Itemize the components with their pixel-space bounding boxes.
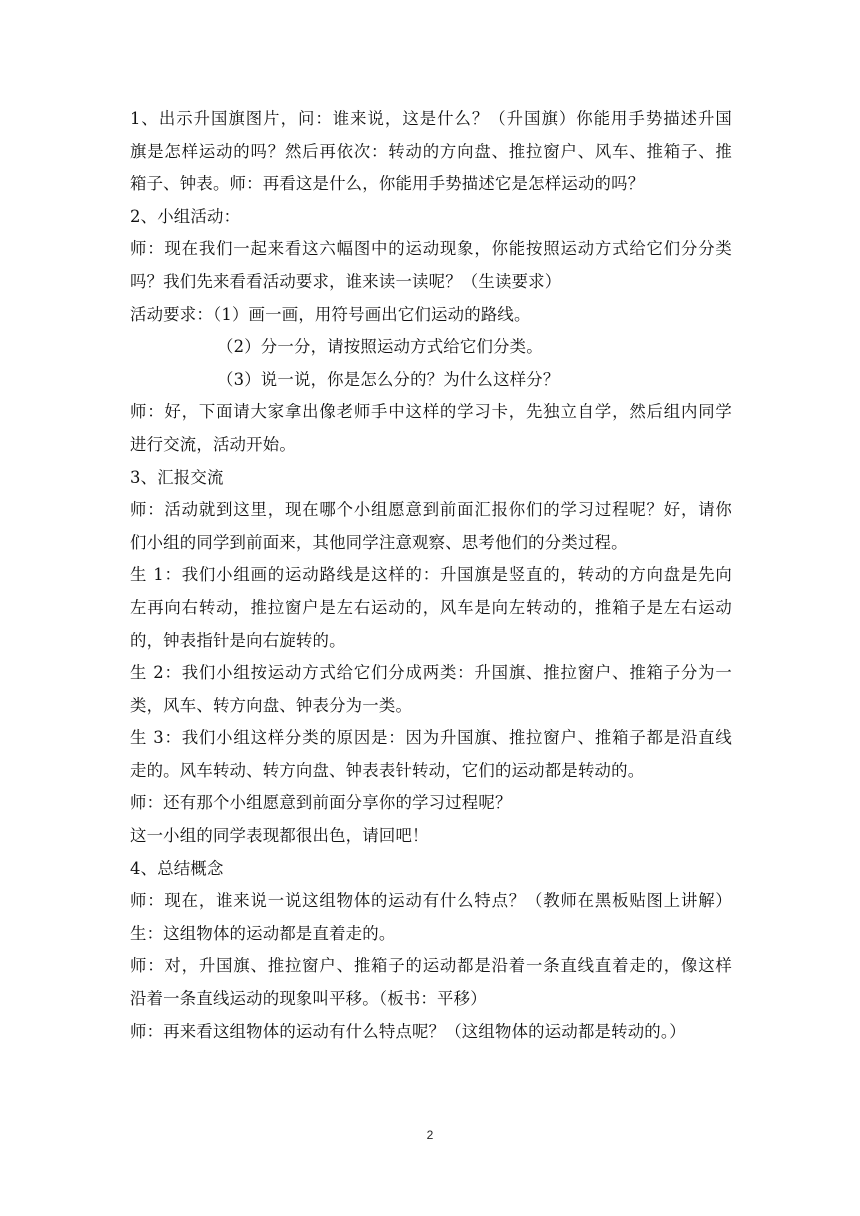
student-3-line-2: 走的。风车转动、转方向盘、钟表表针转动，它们的运动都是转动的。 bbox=[130, 760, 645, 780]
text-line-28: 沿着一条直线运动的现象叫平移。（板书：平移） bbox=[130, 989, 487, 1009]
text-line-3: 箱子、钟表。师：再看这是什么，你能用手势描述它是怎样运动的吗？ bbox=[130, 174, 645, 194]
text-line-10: 师：好，下面请大家拿出像老师手中这样的学习卡，先独立自学，然后组内同学 bbox=[130, 402, 732, 422]
student-1-line-2: 左再向右转动，推拉窗户是左右运动的，风车是向左转动的，推箱子是左右运动 bbox=[130, 597, 732, 617]
text-line-23: 这一小组的同学表现都很出色，请回吧！ bbox=[130, 826, 429, 846]
section-heading-report: 3、汇报交流 bbox=[130, 467, 224, 487]
activity-requirement-1: 活动要求：（1）画一画，用符号画出它们运动的路线。 bbox=[130, 304, 531, 324]
student-2-line-2: 类，风车、转方向盘、钟表分为一类。 bbox=[130, 695, 413, 715]
text-line-29: 师：再来看这组物体的运动有什么特点呢？（这组物体的运动都是转动的。） bbox=[130, 1021, 686, 1041]
text-line-25: 师：现在，谁来说一说这组物体的运动有什么特点？（教师在黑板贴图上讲解） bbox=[130, 891, 732, 911]
text-line-11: 进行交流，活动开始。 bbox=[130, 434, 296, 454]
text-line-27: 师：对，升国旗、推拉窗户、推箱子的运动都是沿着一条直线直着走的，像这样 bbox=[130, 956, 732, 976]
text-line-22: 师：还有那个小组愿意到前面分享你的学习过程呢？ bbox=[130, 793, 512, 813]
student-1-line-1: 生 1：我们小组画的运动路线是这样的：升国旗是竖直的，转动的方向盘是先向 bbox=[130, 565, 732, 585]
document-body bbox=[130, 103, 732, 1048]
text-line-13: 师：活动就到这里，现在哪个小组愿意到前面汇报你们的学习过程呢？好，请你 bbox=[130, 500, 732, 520]
text-line-26: 生：这组物体的运动都是直着走的。 bbox=[130, 923, 396, 943]
text-line-1: 1、出示升国旗图片，问：谁来说，这是什么？（升国旗）你能用手势描述升国 bbox=[130, 109, 732, 128]
section-heading-group-activity: 2、小组活动： bbox=[130, 206, 241, 226]
text-line-2: 旗是怎样运动的吗？然后再依次：转动的方向盘、推拉窗户、风车、推箱子、推 bbox=[130, 141, 732, 161]
text-line-14: 们小组的同学到前面来，其他同学注意观察、思考他们的分类过程。 bbox=[130, 532, 628, 552]
student-1-line-3: 的，钟表指针是向右旋转的。 bbox=[130, 630, 346, 650]
section-heading-summary: 4、总结概念 bbox=[130, 858, 224, 878]
activity-requirement-2: （2）分一分，请按照运动方式给它们分类。 bbox=[217, 337, 543, 357]
student-2-line-1: 生 2：我们小组按运动方式给它们分成两类：升国旗、推拉窗户、推箱子分为一 bbox=[130, 663, 732, 683]
text-line-5: 师：现在我们一起来看这六幅图中的运动现象，你能按照运动方式给它们分分类 bbox=[130, 239, 732, 259]
activity-requirement-3: （3）说一说，你是怎么分的？为什么这样分？ bbox=[217, 369, 560, 389]
text-line-6: 吗？我们先来看看活动要求，谁来读一读呢？（生读要求） bbox=[130, 271, 562, 291]
student-3-line-1: 生 3：我们小组这样分类的原因是：因为升国旗、推拉窗户、推箱子都是沿直线 bbox=[130, 728, 732, 748]
page-number: 2 bbox=[426, 1128, 434, 1142]
